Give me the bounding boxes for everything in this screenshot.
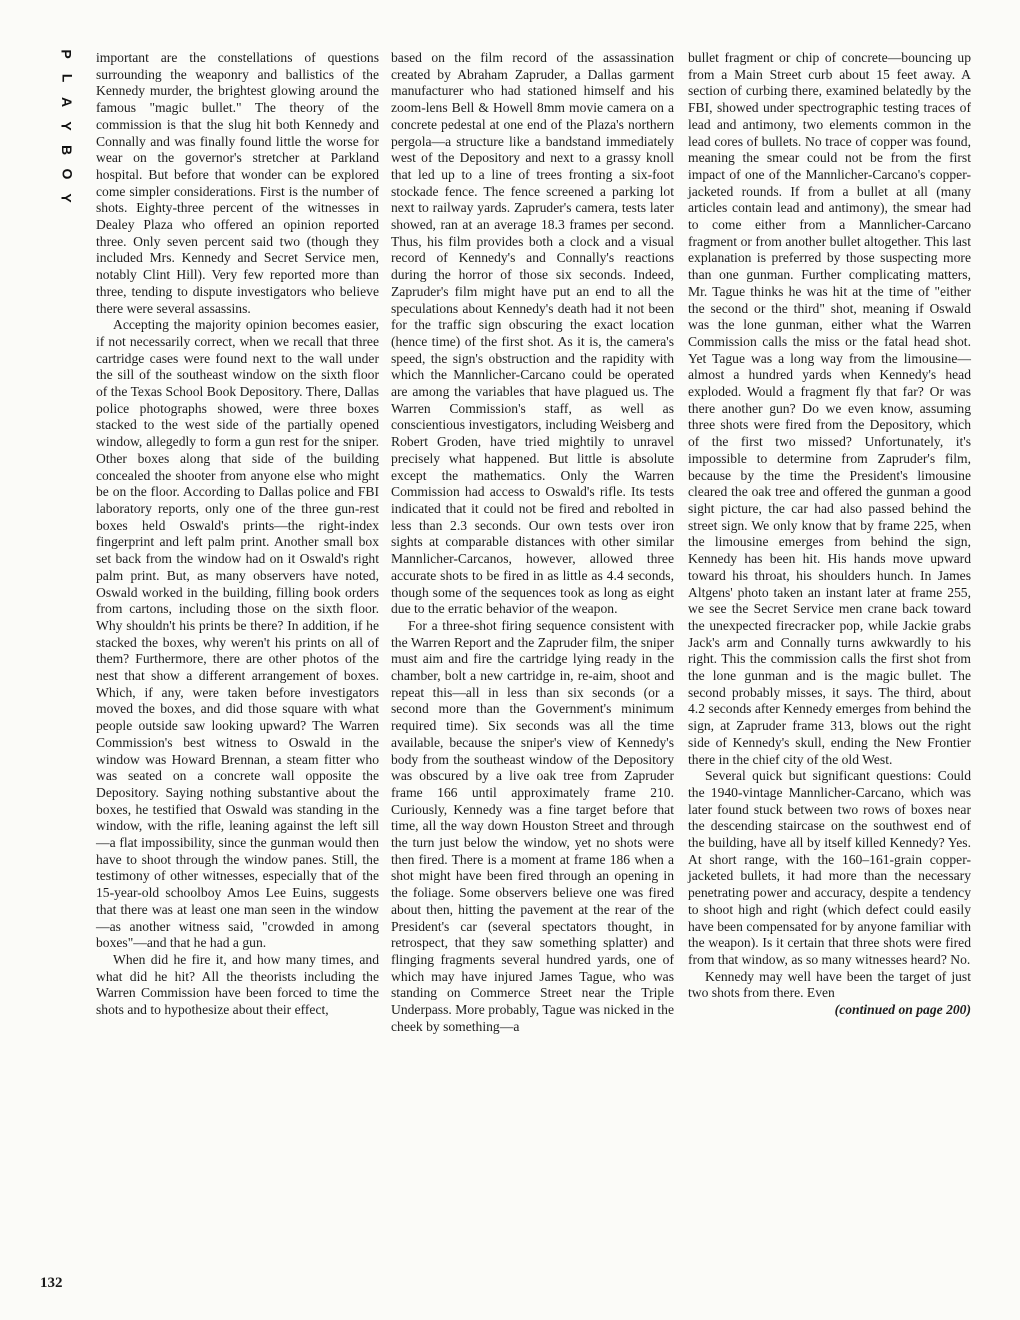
- masthead-letter: A: [59, 96, 75, 108]
- paragraph: bullet fragment or chip of concrete—bouncing up from a Main Street curb about 15 feet away. A section of curbing there, examined belatedly by the FBI, showed under spectrographic testing traces of lead and antimony, two elements common in the lead cores of bullets. No trace of copper was found, meaning the smear could not be from the first impact of one of the Mannlicher-Carcano's copper-jacketed rounds. If from a bullet at all (many articles contain lead and antimony), the smear had to come either from a Mannlicher-Carcano fragment or from another bullet altogether. This last explanation is preferred by those suspecting more than one gunman. Further complicating matters, Mr. Tague thinks he was hit at the time of "either the second or the third" shot, meaning if Oswald was the lone gunman, either what the Warren Commission calls the miss or the fatal head shot. Yet Tague was a long way from the limousine—almost a hundred yards when Kennedy's head exploded. Would a fragment fly that far? Or was there another gun? Do we even know, assuming three shots were fired from the Depository, which of the first two missed? Unfortunately, it's impossible to determine from Zapruder's film, because by the time the President's limousine cleared the oak tree and offered the gunman a good sight picture, the car had also passed behind the street sign. We only know that by frame 225, when the limousine emerges from behind the sign, Kennedy has been hit. His hands move upward toward his throat, his shoulders hunch. In James Altgens' photo taken an instant later at frame 255, we see the Secret Service men crane back toward the unexpected firecracker pop, while Jackie grabs Jack's arm and Connally turns awkwardly to his right. This the commission calls the first shot from the lone gunman and is the magic bullet. The second probably misses, it says. The third, about 4.2 seconds after Kennedy emerges from behind the sign, at Zapruder frame 313, blows out the right side of Kennedy's skull, ending the New Frontier there in the chief city of the old West.: [688, 50, 971, 767]
- paragraph: Kennedy may well have been the target of just two shots from there. Even: [688, 968, 971, 1001]
- article-column-3: [688, 50, 971, 1019]
- masthead-letter: O: [58, 168, 75, 180]
- masthead-letter: Y: [59, 193, 75, 203]
- paragraph: For a three-shot firing sequence consistent with the Warren Report and the Zapruder film, the sniper must aim and fire the cartridge lying ready in the chamber, bolt a new cartridge in, re-aim, shoot and repeat this—all in less than six seconds (or a second more than the Government's minimum required time). Six seconds was all the time available, because the sniper's view of Kennedy's body from the southeast window of the Depository was obscured by a live oak tree from Zapruder frame 166 until approximately frame 210. Curiously, Kennedy was a fine target before that time, all the way down Houston Street and through the turn just below the window, yet no shots were then fired. There is a moment at frame 186 when a shot might have been fired through an opening in the foliage. Some observers believe one was fired about then, hitting the pavement at the rear of the President's car (several spectators thought, in retrospect, that they saw something splatter) and flinging fragments several hundred yards, one of which may have injured James Tague, who was standing on Commerce Street near the Triple Underpass. More probably, Tague was nicked in the cheek by something—a: [391, 617, 674, 1034]
- paragraph: When did he fire it, and how many times, and what did he hit? All the theorists including the Warren Commission have been forced to time the shots and to hypothesize about their effect,: [96, 951, 379, 1018]
- page-number: 132: [40, 1275, 63, 1291]
- masthead-playboy: [55, 48, 79, 204]
- continued-note: (continued on page 200): [834, 1002, 971, 1018]
- article-column-2: [391, 50, 674, 1035]
- paragraph: important are the constellations of questions surrounding the weaponry and ballistics of the Kennedy murder, the brightest glowing around the famous "magic bullet." The theory of the commission is that the slug hit both Kennedy and Connally and was finally found little the worse for wear on the governor's stretcher at Parkland hospital. But before that wonder can be explored come simpler considerations. First is the number of shots. Eighty-three percent of the witnesses in Dealey Plaza who offered an opinion reported three. Only seven percent said two (though they included Mrs. Kennedy and Secret Service men, notably Clint Hill). Very few reported more than three, tending to dispute investigators who believe there were several assassins.: [96, 50, 379, 316]
- masthead-letter: B: [59, 144, 75, 156]
- masthead-letter: P: [59, 49, 75, 59]
- paragraph: Accepting the majority opinion becomes easier, if not necessarily correct, when we recall that three cartridge cases were found next to the wall under the sill of the southeast window on the sixth floor of the Texas School Book Depository. There, Dallas police photographs showed, were three boxes stacked to the west side of the partially opened window, allegedly to form a gun rest for the sniper. Other boxes along that side of the building concealed the shooter from anyone else who might be on the floor. According to Dallas police and FBI laboratory reports, only one of the three gun-rest boxes held Oswald's prints—the right-index fingerprint and left palm print. Another small box set back from the window had on it Oswald's right palm print. But, as many observers have noted, Oswald worked in the building, filling book orders from cartons, including those on the sixth floor. Why shouldn't his prints be there? In addition, if he stacked the boxes, why weren't his prints on all of them? Furthermore, there are other photos of the nest that show a different arrangement of boxes. Which, if any, were taken before investigators moved the boxes, and did those square with what people outside saw looking upward? The Warren Commission's best witness to Oswald in the window was Howard Brennan, a steam fitter who was seated on a concrete wall opposite the Depository. Saying nothing substantive about the boxes, he testified that Oswald was standing in the window, with the rifle, leaning against the left sill—a flat impossibility, since the gunman would then have to shoot through the window panes. Still, the testimony of other witnesses, especially that of the 15-year-old schoolboy Amos Lee Euins, suggests that there was at least one man seen in the window—as another witness said, "crowded in among boxes"—and that he had a gun.: [96, 317, 379, 951]
- paragraph: Several quick but significant questions: Could the 1940-vintage Mannlicher-Carcano, which was later found stuck between two rows of boxes near the descending staircase on the southwest end of the building, have all by itself killed Kennedy? Yes. At short range, with the 160–161-grain copper-jacketed bullets, it had more than the necessary penetrating power and accuracy, despite a tendency to shoot high and right (which defect could easily have been compensated for by anyone familiar with the weapon). Is it certain that three shots were fired from that window, as so many witnesses heard? No.: [688, 768, 971, 967]
- masthead-letter: L: [59, 73, 75, 83]
- article-column-1: [96, 50, 379, 1019]
- paragraph: based on the film record of the assassination created by Abraham Zapruder, a Dallas garment manufacturer who had stationed himself and his zoom-lens Bell & Howell 8mm movie camera on a concrete pedestal at one end of the Plaza's northern pergola—a structure like a bandstand immediately west of the Depository and next to a grassy knoll that led up to a line of trees fronting a six-foot stockade fence. The fence screened a parking lot next to railway yards. Zapruder's camera, tests later showed, ran at an average 18.3 frames per second. Thus, his film provides both a clock and a visual record of Kennedy's and Connally's reactions during the horror of those six seconds. Indeed, Zapruder's film might have put an end to all the speculations about Kennedy's death had it not been for the traffic sign obscuring the exact location (hence time) of the first shot. As it is, the camera's speed, the sign's obstruction and the rapidity with which the Mannlicher-Carcano could be operated are among the variables that have plagued us. The Warren Commission's staff, as well as conscientious investigators, including Weisberg and Robert Groden, have tried mightily to unravel precisely what happened. But little is absolute except the mathematics. Only the Warren Commission had access to Oswald's rifle. Its tests indicated that it could not be fired and rebolted in less than 2.3 seconds. Our own tests over iron sights at comparable distances with other similar Mannlicher-Carcanos, however, allowed three accurate shots to be fired in as little as 4.4 seconds, though some of the sequences took as long as eight due to the erratic behavior of the weapon.: [391, 50, 674, 617]
- masthead-letter: Y: [59, 121, 75, 131]
